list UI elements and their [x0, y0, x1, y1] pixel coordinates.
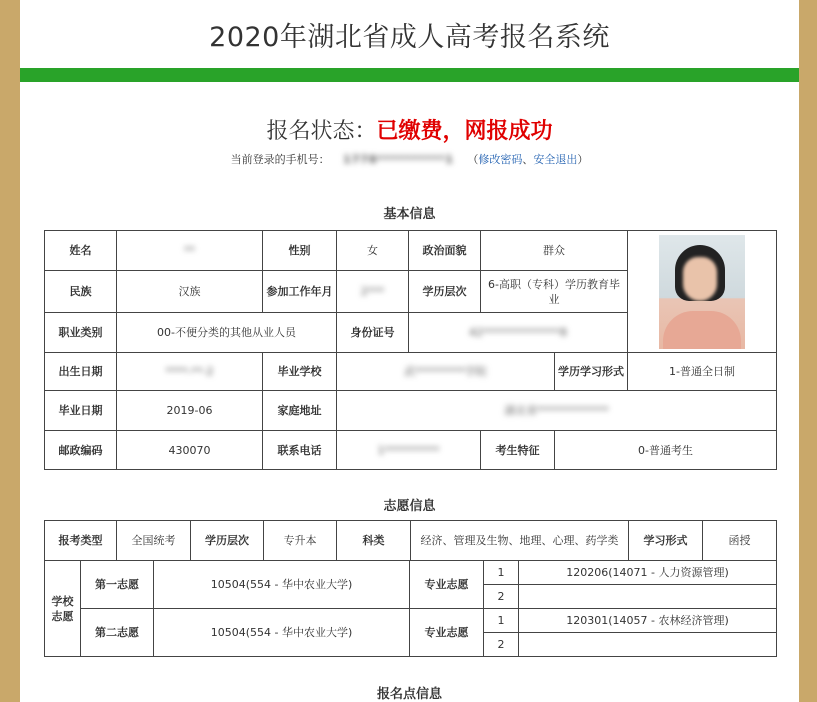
page-title: 2020年湖北省成人高考报名系统 — [209, 21, 610, 53]
login-phone-label: 当前登录的手机号： — [230, 153, 330, 166]
edu-level-label: 学历层次 — [409, 271, 481, 313]
login-info — [20, 151, 799, 167]
first-major-2-no: 2 — [484, 585, 519, 609]
second-wish-school: 10504(554 - 华中农业大学) — [154, 609, 410, 657]
site-info-title: 报名点信息 — [376, 687, 442, 702]
school-wish-label: 学校志愿 — [45, 561, 81, 657]
exam-type-value: 全国统考 — [117, 521, 191, 561]
name-label: 姓名 — [45, 231, 117, 271]
second-major-label: 专业志愿 — [410, 609, 484, 657]
occupation-value: 00-不便分类的其他从业人员 — [117, 313, 337, 353]
id-label: 身份证号 — [337, 313, 409, 353]
applicant-photo — [659, 235, 745, 349]
postcode-value: 430070 — [117, 431, 263, 470]
gender-label: 性别 — [263, 231, 337, 271]
registration-status — [20, 114, 799, 145]
first-wish-label: 第一志愿 — [81, 561, 154, 609]
first-major-2 — [519, 585, 777, 609]
address-label: 家庭地址 — [263, 391, 337, 431]
name-value: ** — [117, 231, 263, 271]
edu-level-value: 6-高职（专科）学历教育毕业 — [481, 271, 628, 313]
second-major-2-no: 2 — [484, 633, 519, 657]
second-wish-label: 第二志愿 — [81, 609, 154, 657]
form-value: 函授 — [703, 521, 777, 561]
postcode-label: 邮政编码 — [45, 431, 117, 470]
contact-label: 联系电话 — [263, 431, 337, 470]
occupation-label: 职业类别 — [45, 313, 117, 353]
first-major-1: 120206(14071 - 人力资源管理) — [519, 561, 777, 585]
work-date-value: 2*** — [337, 271, 409, 313]
contact-value: 1********** — [337, 431, 481, 470]
level-label: 学历层次 — [191, 521, 264, 561]
birth-value: ****-**-2 — [117, 353, 263, 391]
link-separator: 、 — [522, 153, 534, 166]
ethnic-value: 汉族 — [117, 271, 263, 313]
login-phone: 1778**********1 — [343, 153, 454, 166]
paren-open: （ — [467, 153, 479, 166]
photo-face — [683, 257, 717, 301]
political-value: 群众 — [481, 231, 628, 271]
photo-cell — [628, 231, 777, 353]
feature-label: 考生特征 — [481, 431, 555, 470]
study-form-label: 学历学习形式 — [555, 353, 628, 391]
photo-body — [663, 311, 741, 349]
paren-close: ） — [577, 153, 589, 166]
header-divider — [20, 68, 799, 82]
study-form-value: 1-普通全日制 — [628, 353, 777, 391]
second-major-1: 120301(14057 - 农林经济管理) — [519, 609, 777, 633]
school-value: 武*********学院 — [337, 353, 555, 391]
birth-label: 出生日期 — [45, 353, 117, 391]
ethnic-label: 民族 — [45, 271, 117, 313]
grad-date-value: 2019-06 — [117, 391, 263, 431]
first-major-label: 专业志愿 — [410, 561, 484, 609]
feature-value: 0-普通考生 — [555, 431, 777, 470]
exam-type-label: 报考类型 — [45, 521, 117, 561]
second-major-2 — [519, 633, 777, 657]
school-label: 毕业学校 — [263, 353, 337, 391]
school-wish-table — [44, 560, 777, 657]
address-value: 湖北省************* — [337, 391, 777, 431]
subject-label: 科类 — [337, 521, 411, 561]
wish-info-title: 志愿信息 — [383, 499, 436, 514]
change-password-link[interactable]: 修改密码 — [478, 153, 523, 166]
form-label: 学习形式 — [629, 521, 703, 561]
first-major-1-no: 1 — [484, 561, 519, 585]
basic-info-table — [44, 230, 777, 470]
subject-value: 经济、管理及生物、地理、心理、药学类 — [411, 521, 629, 561]
status-label: 报名状态： — [266, 119, 377, 144]
page — [20, 0, 799, 702]
status-value: 已缴费，网报成功 — [376, 119, 553, 144]
basic-info-title: 基本信息 — [383, 207, 436, 222]
id-value: 42**************8 — [409, 313, 628, 353]
second-major-1-no: 1 — [484, 609, 519, 633]
grad-date-label: 毕业日期 — [45, 391, 117, 431]
wish-info-table — [44, 520, 777, 561]
logout-link[interactable]: 安全退出 — [533, 153, 578, 166]
first-wish-school: 10504(554 - 华中农业大学) — [154, 561, 410, 609]
political-label: 政治面貌 — [409, 231, 481, 271]
level-value: 专升本 — [264, 521, 337, 561]
gender-value: 女 — [337, 231, 409, 271]
work-date-label: 参加工作年月 — [263, 271, 337, 313]
